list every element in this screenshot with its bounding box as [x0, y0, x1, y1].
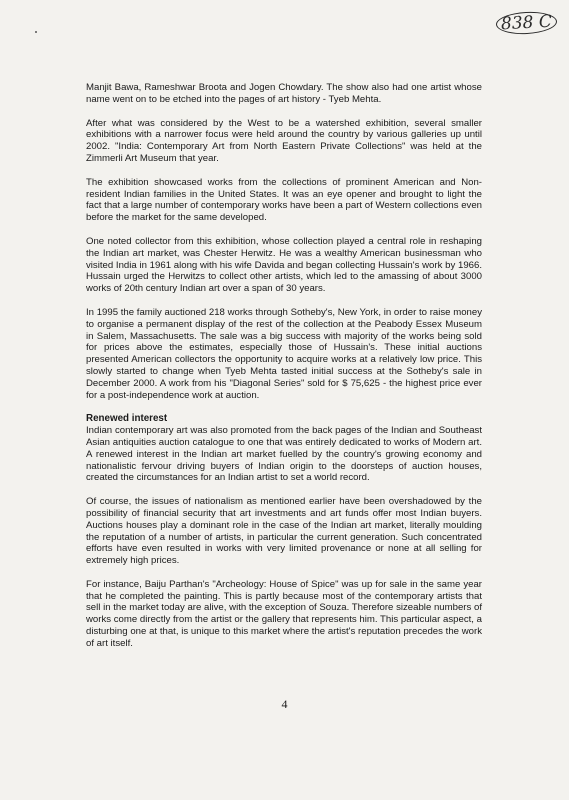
paragraph: Of course, the issues of nationalism as mentioned earlier have been overshadowed by the possibility of financial security that art investments and art funds offer most Indian buyers. Auctions houses play a dominant role in the case of the Indian art market, literally moulding the reputation of a number of artists, in particular the current generation. Such concentrated efforts have even resulted in works with very limited provenance or none at all selling for extremely high prices. [86, 496, 482, 567]
paragraph: The exhibition showcased works from the collections of prominent American and Non-resident Indian families in the United States. It was an eye opener and brought to light the fact that a large number of contemporary works have been a part of Western collections even before the market for the same developed. [86, 176, 482, 224]
paragraph: For instance, Baiju Parthan's "Archeology: House of Spice" was up for sale in the same year that he completed the painting. This is partly because most of the contemporary artists that sell in the market today are alive, with the exception of Souza. Therefore sizeable numbers of works come directly from the artist or the gallery that represents him. This particular aspect, a disturbing one at that, is unique to this market where the artist's reputation precedes the work of art itself. [86, 578, 482, 649]
scan-speck [35, 31, 37, 33]
paragraph: Indian contemporary art was also promoted from the back pages of the Indian and Southeast Asian antiquities auction catalogue to one that was entirely dedicated to works of Modern art. A renewed interest in the Indian art market fuelled by the country's growing economy and nationalistic fervour driving buyers of Indian origin to the doorsteps of auction houses, created the circumstances for an Indian artist to set a world record. [86, 425, 482, 484]
page-number: 4 [281, 697, 288, 711]
paragraph: Manjit Bawa, Rameshwar Broota and Jogen Chowdary. The show also had one artist whose name went on to be etched into the pages of art history - Tyeb Mehta. [86, 82, 482, 105]
paragraph: One noted collector from this exhibition, whose collection played a central role in reshaping the Indian art market, was Chester Herwitz. He was a wealthy American businessman who visited India in 1961 along with his wife Davida and began collecting Hussain's work by 1966. Hussain urged the Herwitzs to collect other artists, which led to the amassing of about 3000 works of 20th century Indian art over a span of 30 years. [86, 235, 482, 295]
paragraph: In 1995 the family auctioned 218 works through Sotheby's, New York, in order to raise money to organise a permanent display of the rest of the collection at the Peabody Essex Museum in Salem, Massachusetts. The sale was a big success with majority of the works being sold for prices above the estimates, especially those of Hussain's. These initial auctions presented American collectors the opportunity to acquire works at a relatively low price. This slowly started to change when Tyeb Mehta tasted initial success at the Sotheby's sale in December 2000. A work from his "Diagonal Series" sold for $ 75,625 - the highest price ever for a post-independence work at auction. [86, 306, 482, 401]
paragraph: After what was considered by the West to be a watershed exhibition, several smaller exhibitions with a narrower focus were held around the country by various galleries up until 2002. "India: Contemporary Art from North Eastern Private Collections" was held at the Zimmerli Art Museum that year. [86, 117, 482, 164]
handwritten-page-stamp: 838 C [495, 10, 557, 35]
section-heading: Renewed interest [86, 413, 168, 425]
body-text [86, 82, 482, 662]
